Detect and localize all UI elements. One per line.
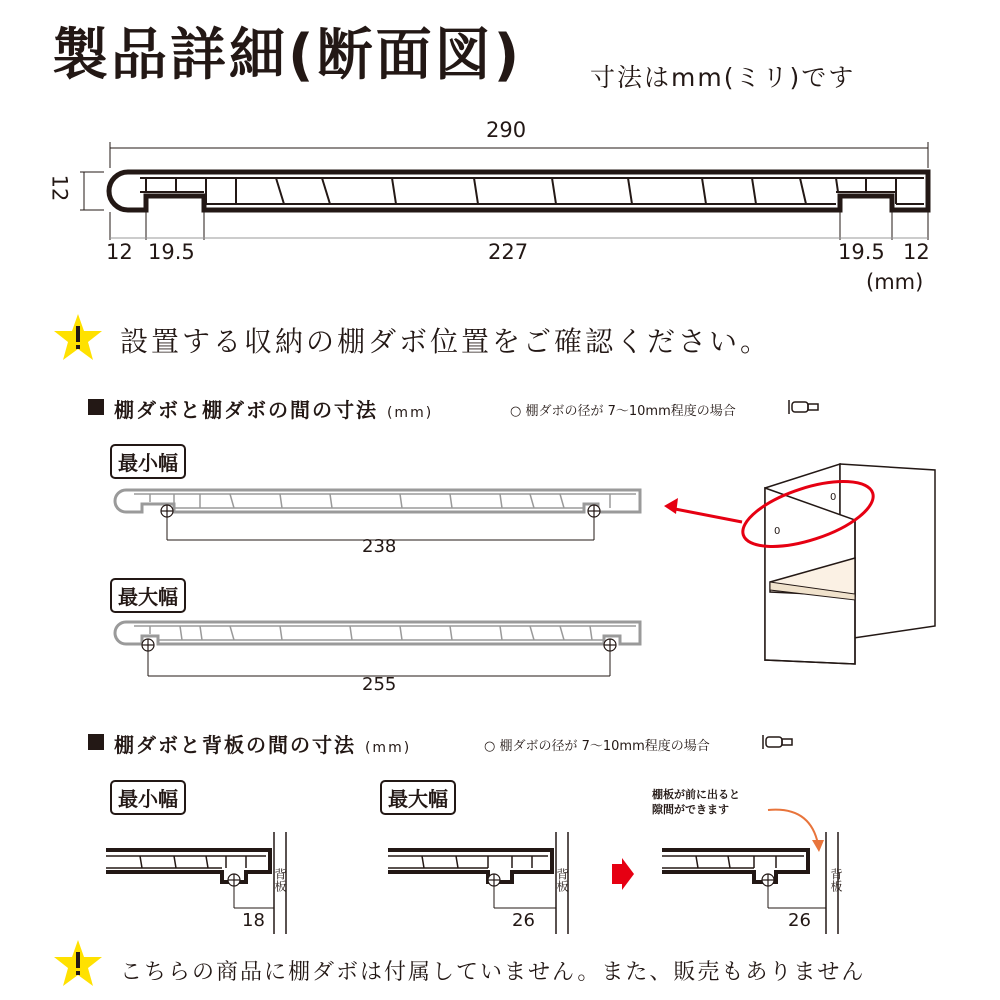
unit-note: 寸法はmm(ミリ)です <box>590 63 856 92</box>
svg-text:0: 0 <box>830 492 837 503</box>
min-width-tag-2: 最小幅 <box>110 780 186 815</box>
gap-caption-line1: 棚板が前に出ると <box>652 788 740 801</box>
back-panel-diagram-min <box>106 830 296 934</box>
back-panel-diagram-max <box>388 830 578 934</box>
section2-heading-text: 棚ダボと背板の間の寸法 <box>114 733 356 757</box>
total-width-label: 290 <box>486 118 527 142</box>
section2-unit: (mm) <box>364 740 412 756</box>
dim-left-notch: 19.5 <box>148 240 195 264</box>
dowel-icon <box>786 398 822 416</box>
gap-caption-line2: 隙間ができます <box>652 802 729 816</box>
height-label: 12 <box>47 174 72 202</box>
warning-star-icon <box>52 312 104 364</box>
svg-text:0: 0 <box>774 526 781 537</box>
max-width-tag-2: 最大幅 <box>380 780 456 815</box>
no-dowel-included-notice: こちらの商品に棚ダボは付属していません。また、販売もありません <box>120 960 866 985</box>
section1-hint: ○ 棚ダボの径が 7〜10mm程度の場合 <box>510 404 736 419</box>
back-panel-diagram-shifted <box>662 830 852 934</box>
dim-center: 227 <box>488 240 529 264</box>
dowel-position-notice: 設置する収納の棚ダボ位置をご確認ください。 <box>120 325 772 358</box>
dim-unit: (mm) <box>866 270 924 294</box>
total-width-dimension <box>110 142 928 168</box>
shelf-profile <box>109 172 928 210</box>
min-width-value-1: 238 <box>362 536 397 557</box>
cabinet-illustration <box>650 440 950 680</box>
section2-hint: ○ 棚ダボの径が 7〜10mm程度の場合 <box>484 739 710 754</box>
dowel-marker <box>228 874 240 886</box>
section1-heading-text: 棚ダボと棚ダボの間の寸法 <box>114 398 378 422</box>
dowel-marker <box>762 874 774 886</box>
dowel-icon <box>760 733 796 751</box>
warning-star-icon <box>52 938 104 990</box>
back-panel-label-1: 背板 <box>273 868 287 892</box>
shifted-value: 26 <box>788 910 811 931</box>
min-width-diagram <box>110 484 650 544</box>
dowel-marker <box>488 874 500 886</box>
next-arrow-icon <box>610 856 636 892</box>
dim-left-edge: 12 <box>106 240 133 264</box>
section2-heading <box>114 729 411 758</box>
max-width-value-1: 255 <box>362 674 397 695</box>
back-panel-label-2: 背板 <box>555 868 569 892</box>
max-width-value-2: 26 <box>512 910 535 931</box>
dim-right-edge: 12 <box>903 240 930 264</box>
min-width-tag-1: 最小幅 <box>110 444 186 479</box>
section1-bullet <box>88 399 104 415</box>
section1-heading <box>114 394 433 423</box>
section1-unit: (mm) <box>386 405 434 421</box>
gap-caption <box>652 788 740 818</box>
min-width-value-2: 18 <box>242 910 265 931</box>
back-panel-label-3: 背板 <box>829 868 843 892</box>
bottom-dimension-ticks <box>110 212 928 240</box>
section2-bullet <box>88 734 104 750</box>
dim-right-notch: 19.5 <box>838 240 885 264</box>
height-dimension <box>80 172 104 210</box>
max-width-diagram <box>110 616 650 680</box>
max-width-tag-1: 最大幅 <box>110 578 186 613</box>
pointer-arrow-icon <box>664 498 678 514</box>
page-title: 製品詳細(断面図) <box>52 23 523 88</box>
